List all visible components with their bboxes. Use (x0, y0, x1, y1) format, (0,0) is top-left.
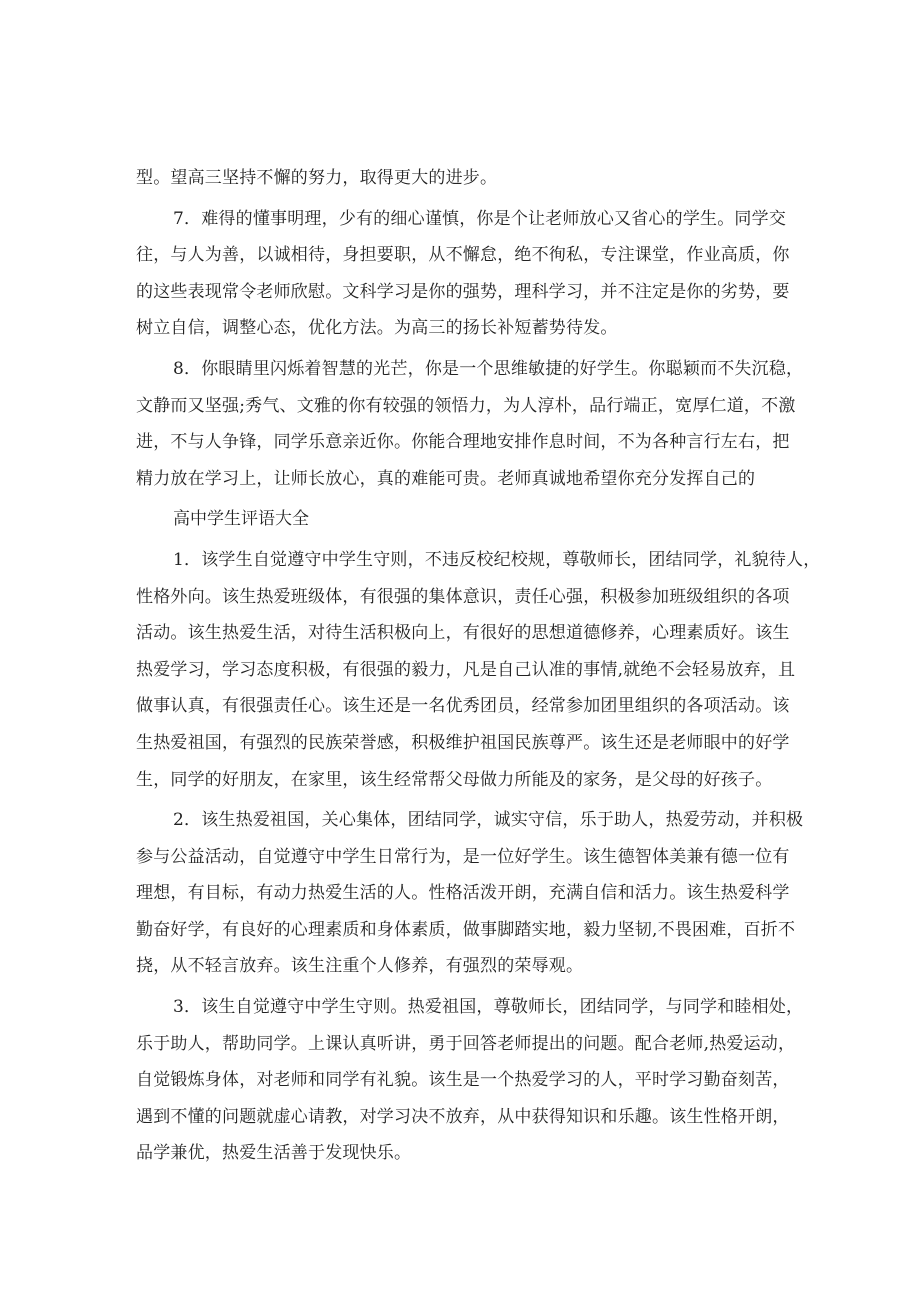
text-line: 往，与人为善，以诚相待，身担要职，从不懈怠，绝不徇私，专注课堂，作业高质，你 (136, 245, 790, 266)
comment-paragraph-s1 (136, 542, 821, 798)
text-line: 参与公益活动，自觉遵守中学生日常行为，是一位好学生。该生德智体美兼有德一位有 (136, 846, 790, 867)
text-line: 精力放在学习上，让师长放心，真的难能可贵。老师真诚地希望你充分发挥自己的 (136, 468, 756, 489)
text-line: 做事认真，有很强责任心。该生还是一名优秀团员，经常参加团里组织的各项活动。该 (136, 696, 790, 717)
text-line: 挠，从不轻言放弃。该生注重个人修养，有强烈的荣辱观。 (136, 956, 584, 977)
text-line: 生，同学的好朋友，在家里，该生经常帮父母做力所能及的家务，是父母的好孩子。 (136, 769, 773, 790)
intro-paragraph-tail (136, 160, 796, 197)
text-line: 自觉锻炼身体，对老师和同学有礼貌。该生是一个热爱学习的人，平时学习勤奋刻苦， (136, 1070, 790, 1091)
comment-paragraph-s3 (136, 989, 804, 1172)
section-title: 高中学生评语大全 (173, 509, 309, 530)
text-line: 8．你眼睛里闪烁着智慧的光芒，你是一个思维敏捷的好学生。你聪颖而不失沉稳， (173, 358, 804, 379)
comment-paragraph-7 (136, 201, 796, 347)
comment-paragraph-8 (136, 351, 804, 497)
text-line: 1．该学生自觉遵守中学生守则，不违反校纪校规，尊敬师长，团结同学，礼貌待人， (173, 549, 821, 570)
text-line: 热爱学习，学习态度积极，有很强的毅力，凡是自己认准的事情,就绝不会轻易放弃，且 (136, 659, 796, 680)
text-line: 理想，有目标，有动力热爱生活的人。性格活泼开朗，充满自信和活力。该生热爱科学 (136, 883, 790, 904)
text-line: 进，不与人争锋，同学乐意亲近你。你能合理地安排作息时间，不为各种言行左右，把 (136, 432, 790, 453)
document-page (136, 160, 821, 1172)
text-line: 乐于助人，帮助同学。上课认真听讲，勇于回答老师提出的问题。配合老师,热爱运动， (136, 1033, 796, 1054)
text-line: 活动。该生热爱生活，对待生活积极向上，有很好的思想道德修养，心理素质好。该生 (136, 623, 790, 644)
text-line: 7．难得的懂事明理，少有的细心谨慎，你是个让老师放心又省心的学生。同学交 (173, 208, 787, 229)
text-line: 树立自信，调整心态，优化方法。为高三的扬长补短蓄势待发。 (136, 318, 618, 339)
text-line: 的这些表现常令老师欣慰。文科学习是你的强势，理科学习，并不注定是你的劣势，要 (136, 281, 790, 302)
text-line: 生热爱祖国，有强烈的民族荣誉感，积极维护祖国民族尊严。该生还是老师眼中的好学 (136, 732, 790, 753)
comment-paragraph-s2 (136, 802, 804, 985)
text-line: 性格外向。该生热爱班级体，有很强的集体意识，责任心强，积极参加班级组织的各项 (136, 586, 790, 607)
text-line: 品学兼优，热爱生活善于发现快乐。 (136, 1143, 412, 1164)
text-line: 2．该生热爱祖国，关心集体，团结同学，诚实守信，乐于助人，热爱劳动，并积极 (173, 810, 804, 831)
text-line: 文静而又坚强;秀气、文雅的你有较强的领悟力，为人淳朴，品行端正，宽厚仁道，不激 (136, 395, 796, 416)
text-line: 勤奋好学，有良好的心理素质和身体素质，做事脚踏实地，毅力坚韧,不畏困难，百折不 (136, 919, 796, 940)
text-line: 3．该生自觉遵守中学生守则。热爱祖国，尊敬师长，团结同学，与同学和睦相处， (173, 997, 804, 1018)
text-line: 遇到不懂的问题就虚心请教，对学习决不放弃，从中获得知识和乐趣。该生性格开朗， (136, 1106, 790, 1127)
text-line: 型。望高三坚持不懈的努力，取得更大的进步。 (136, 168, 498, 188)
